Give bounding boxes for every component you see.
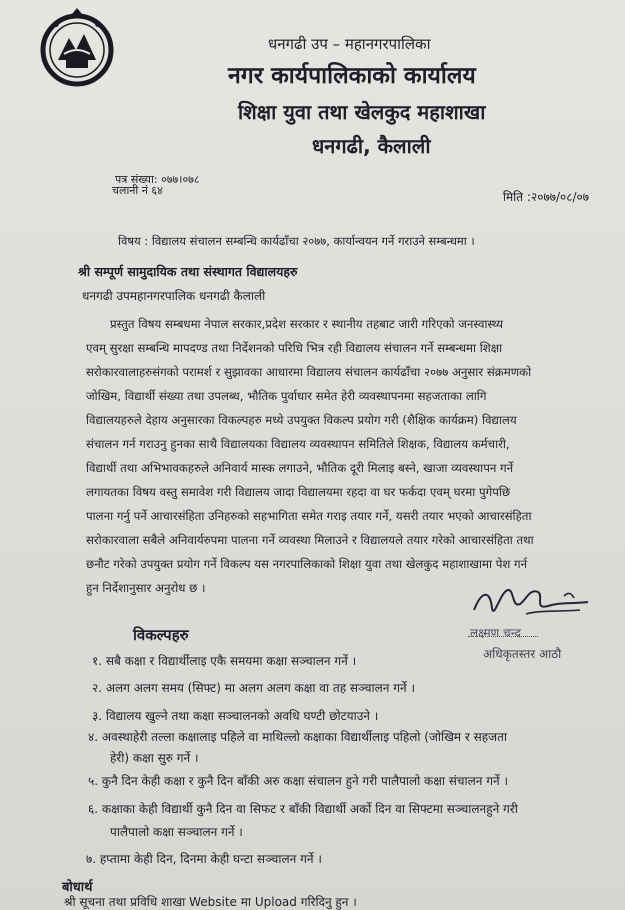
body-line: पालना गर्नु पर्ने आचारसंहिता उनिहरुको सहभागिता समेत गराइ तयार गर्ने, यसरी तयार भएको आचारसंहिता (86, 509, 532, 523)
letterhead-location: धनगढी, कैलाली (312, 134, 431, 158)
addressee-line-2: धनगढी उपमहानगरपालिक धनगढी कैलाली (82, 289, 266, 303)
body-line: एवम् सुरक्षा सम्बन्धि मापदण्ड तथा निर्देशनको परिधि भित्र रही विद्यालय संचालन गर्ने सम्बन्धमा शिक्षा (86, 341, 503, 355)
options-heading: विकल्पहरु (133, 626, 189, 644)
handwritten-signature (468, 580, 608, 628)
body-line: हुन निर्देशानुसार अनुरोध छ । (86, 581, 206, 595)
body-line: संचालन गर्न गराउनु हुनका साथै विद्यालयका विद्यालय व्यवस्थापन समितिले शिक्षक, विद्यालय कर्मचारी, (86, 437, 510, 451)
option-item: पालैपालो कक्षा सञ्चालन गर्ने । (110, 825, 243, 839)
dispatch-number: चलानी नं ६४ (112, 184, 163, 197)
body-line: लगायतका विषय वस्तु समावेश गरी विद्यालय जादा विद्यालयमा रहदा वा घर फर्कदा एवम् घरमा पुगेपछि (86, 485, 511, 499)
option-item: हेरी) कक्षा सुरु गर्ने । (110, 751, 199, 765)
body-line: सरोकारवाला सबैले अनिवार्यरुपमा पालना गर्ने व्यवस्था मिलाउने र विद्यालयले तयार गरेको आचारसंहिता तथा (86, 533, 534, 547)
letter-number: पत्र संख्या: ०७७।०७८ (115, 173, 200, 186)
letter-subject: विषय : विद्यालय संचालन सम्बन्धि कार्यढाँचा २०७७, कार्यान्वयन गर्ने गराउने सम्बन्धमा । (118, 234, 475, 248)
option-item: ५. कुनै दिन केही कक्षा र कुनै दिन बाँकी अरु कक्षा संचालन हुने गरी पालैपालो कक्षा संचालन गर्ने । (88, 774, 509, 788)
signatory-title: अधिकृतस्तर आठौ (483, 647, 562, 661)
option-item: ३. विद्यालय खुल्ने तथा कक्षा सञ्चालनको अवधि घण्टी छोटयाउने । (92, 709, 379, 723)
option-item: १. सबै कक्षा र विद्यार्थीलाइ एकै समयमा कक्षा सञ्चालन गर्ने । (92, 654, 357, 668)
addressee-line-1: श्री सम्पूर्ण सामुदायिक तथा संस्थागत विद्यालयहरु (78, 264, 298, 279)
option-item: ७. हप्तामा केही दिन, दिनमा केही घन्टा सञ्चालन गर्ने । (86, 852, 322, 866)
body-line: सरोकारवालाहरुसंगको परामर्श र सुझावका आधारमा विद्यालय संचालन कार्यढाँचा २०७७ अनुसार संक्रमणको (86, 365, 532, 379)
cc-heading: बोधार्थ (62, 880, 93, 895)
municipality-emblem-icon (36, 8, 118, 88)
option-item: ४. अवस्थाहेरी तल्ला कक्षालाइ पहिले वा माथिल्लो कक्षाका विद्यार्थीलाइ पहिलो (जोखिम र सहजता (88, 730, 507, 744)
body-line: प्रस्तुत विषय सम्बधमा नेपाल सरकार,प्रदेश सरकार र स्थानीय तहबाट जारी गरिएको जनस्वास्थ्य (110, 317, 504, 331)
body-line: विद्यालयहरुले देहाय अनुसारका विकल्पहरु मध्ये उपयुक्त विकल्प प्रयोग गरी (शैक्षिक कार्यक्रम) विद्यालय (86, 413, 517, 427)
signatory-name: लक्ष्मण चन्द (470, 626, 521, 640)
option-item: २. अलग अलग समय (सिफ्ट) मा अलग अलग कक्षा वा तह सञ्चालन गर्ने । (92, 681, 415, 695)
letterhead-line-1: धनगढी उप – महानगरपालिका (268, 35, 431, 53)
body-line: छनौट गरेको उपयुक्त प्रयोग गर्ने विकल्प यस नगरपालिकाको शिक्षा युवा तथा खेलकुद महाशाखामा पेश गर्न (86, 557, 528, 571)
cc-line: श्री सूचना तथा प्रविधि शाखा Website मा Upload गरिदिनु हुन । (64, 895, 357, 909)
letter-date: मिति :२०७७/०८/०७ (502, 190, 589, 204)
option-item: ६. कक्षाका केही विद्यार्थी कुनै दिन वा सिफट र बाँकी विद्यार्थी अर्को दिन वा सिफ्टमा सञ्चालनहुने गरी (88, 802, 518, 816)
letterhead-office-title: नगर कार्यपालिकाको कार्यालय (228, 63, 476, 89)
body-line: जोखिम, विद्यार्थी संख्या तथा उपलब्ध, भौतिक पुर्वाधार समेत हेरी व्यवस्थापनमा सहजताका लागि (86, 389, 487, 403)
body-line: विद्यार्थी तथा अभिभावकहरुले अनिवार्य मास्क लगाउने, भौतिक दूरी मिलाइ बस्ने, खाजा व्यवस्थापन गर्ने (86, 461, 514, 475)
letterhead-division: शिक्षा युवा तथा खेलकुद महाशाखा (238, 100, 486, 124)
